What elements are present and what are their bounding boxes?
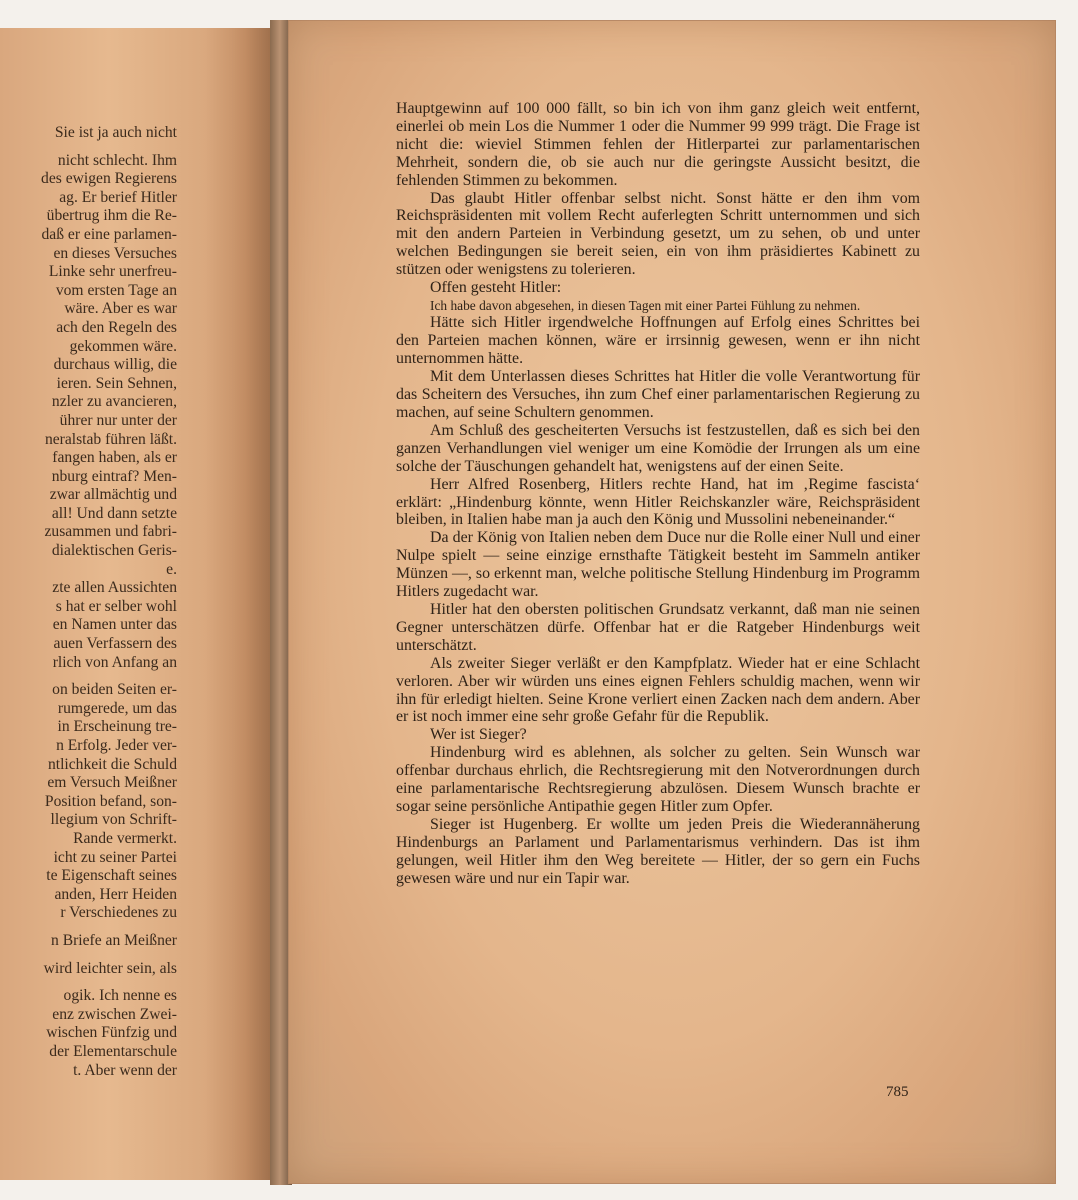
paragraph: Hauptgewinn auf 100 000 fällt, so bin ich von ihm ganz gleich weit entfernt, einerlei ob mein Los die Nummer 1 oder die Nummer 99 999 trägt. Die Frage ist nicht die: wieviel Stimmen fehlen der Hitlerpartei zur parlamentarischen Mehrheit, sondern die, ob sie auch nur die geringste Aussicht besitzt, die fehlenden Stimmen zu bekommen. bbox=[396, 100, 920, 189]
right-page bbox=[288, 20, 1056, 1184]
page-stain bbox=[205, 28, 272, 1180]
line-gap bbox=[0, 672, 177, 681]
line-gap bbox=[0, 951, 177, 960]
paragraph: Das glaubt Hitler offenbar selbst nicht. Sonst hätte er den ihm vom Reichspräsidenten mit vollem Recht auferlegten Schritt unternommen und sich mit den andern Parteien in Verbindung gesetzt, um zu sehen, ob und unter welchen Bedingungen sie bereit seien, ein von ihm präsidiertes Kabinett zu stützen oder wenigstens zu tolerieren. bbox=[396, 189, 920, 279]
left-page-line: neralstab führen läßt. bbox=[44, 430, 177, 448]
page-number: 785 bbox=[886, 1084, 909, 1100]
left-page-line: enz zwischen Zwei- bbox=[52, 1005, 177, 1023]
left-page-line: vom ersten Tage an bbox=[55, 281, 177, 299]
left-page-line: durchaus willig, die bbox=[53, 356, 177, 374]
left-page-line: ührer nur unter der bbox=[59, 411, 177, 429]
paragraph: Da der König von Italien neben dem Duce nur die Rolle einer Null und einer Nulpe spielt — seine einzige ernsthafte Tätigkeit besteht im Sammeln antiker Münzen —, so erkennt man, welche politische Stellung Hindenburg im Programm Hitlers zugedacht war. bbox=[396, 529, 921, 601]
left-page bbox=[0, 28, 272, 1180]
left-page-line: rlich von Anfang an bbox=[52, 653, 177, 671]
left-page-line: zusammen und fabri- bbox=[44, 523, 177, 541]
left-page-line: anden, Herr Heiden bbox=[54, 885, 177, 903]
paragraph: Als zweiter Sieger verläßt er den Kampfplatz. Wieder hat er eine Schlacht verloren. Aber wir würden uns eines eignen Fehlers schuldig machen, wenn wir ihn für erledigt hielten. Seine Krone verliert einen Zacken nach dem andern. Aber er ist noch immer eine sehr große Gefahr für die Republik. bbox=[396, 654, 920, 726]
paragraph: Wer ist Sieger? bbox=[430, 726, 527, 744]
left-page-line: übertrug ihm die Re- bbox=[46, 207, 177, 225]
left-page-line: auen Verfassern des bbox=[53, 635, 177, 653]
left-page-line: wird leichter sein, als bbox=[43, 959, 177, 977]
body-text bbox=[396, 100, 920, 887]
paragraph: Hätte sich Hitler irgendwelche Hoffnungen auf Erfolg eines Schrittes bei den Parteien machen können, wäre er irrsinnig gewesen, wenn er ihn nicht unternommen hätte. bbox=[396, 314, 920, 368]
left-page-line: Linke sehr unerfreu- bbox=[48, 263, 177, 281]
left-page-line: in Erscheinung tre- bbox=[57, 718, 177, 736]
left-page-line: ieren. Sein Sehnen, bbox=[56, 374, 177, 392]
left-page-line: ach den Regeln des bbox=[56, 318, 177, 336]
left-page-line: ogik. Ich nenne es bbox=[63, 987, 177, 1005]
paragraph: Hindenburg wird es ablehnen, als solcher zu gelten. Sein Wunsch war offenbar durchaus ehrlich, die Rechtsregierung mit den Notverordnungen durch eine parlamentarische Rechtsregierung abzulösen. Diesem Wunsch brachte er sogar seine persönliche Antipathie gegen Hitler zum Opfer. bbox=[396, 744, 920, 815]
left-page-line: zte allen Aussichten bbox=[52, 579, 177, 597]
paragraph: Offen gesteht Hitler: bbox=[430, 279, 562, 297]
left-page-line: daß er eine parlamen- bbox=[41, 225, 177, 243]
left-page-line: nicht schlecht. Ihm bbox=[57, 151, 177, 169]
left-page-line: em Versuch Meißner bbox=[47, 774, 177, 792]
left-page-line: n Erfolg. Jeder ver- bbox=[56, 737, 177, 754]
left-page-line: Sie ist ja auch nicht bbox=[54, 124, 177, 141]
left-page-line: dialektischen Geris- bbox=[51, 542, 177, 560]
left-page-line: n Briefe an Meißner bbox=[51, 931, 177, 949]
paragraph: Sieger ist Hugenberg. Er wollte um jeden Preis die Wiederannäherung Hindenburgs an Parlament und Parlamentarismus verhindern. Das ist ihm gelungen, weil Hitler ihm den Weg bereitete — Hitler, der so gern ein Fuchs gewesen wäre und nur ein Tapir war. bbox=[396, 815, 920, 887]
left-page-line: en dieses Versuches bbox=[53, 244, 177, 262]
paragraph: Mit dem Unterlassen dieses Schrittes hat Hitler die volle Verantwortung für das Scheitern des Versuches, ihn zum Chef einer parlamentarischen Regierung zu machen, auf seine Schultern genommen. bbox=[396, 368, 920, 421]
line-gap bbox=[0, 923, 177, 932]
left-page-line: rumgerede, um das bbox=[57, 699, 177, 717]
left-page-line: e. bbox=[166, 560, 177, 578]
left-page-text bbox=[0, 124, 177, 1080]
left-page-line: ntlichkeit die Schuld bbox=[47, 755, 177, 773]
left-page-line: t. Aber wenn der bbox=[73, 1061, 177, 1079]
quotation: Ich habe davon abgesehen, in diesen Tagen mit einer Partei Fühlung zu nehmen. bbox=[430, 297, 861, 313]
left-page-line: ag. Er berief Hitler bbox=[59, 188, 177, 206]
left-page-line: wäre. Aber es war bbox=[64, 300, 177, 318]
paragraph: Hitler hat den obersten politischen Grundsatz verkannt, daß man nie seinen Gegner unterschätzen dürfe. Offenbar hat er die Ratgeber Hindenburgs weit unterschätzt. bbox=[396, 600, 920, 654]
left-page-line: nzler zu avancieren, bbox=[51, 393, 177, 411]
left-page-line: s hat er selber wohl bbox=[55, 597, 177, 615]
left-page-line: icht zu seiner Partei bbox=[53, 848, 177, 866]
left-page-line: fangen haben, als er bbox=[52, 449, 177, 467]
line-gap bbox=[0, 143, 177, 152]
left-page-line: llegium von Schrift- bbox=[50, 811, 177, 829]
left-page-line: te Eigenschaft seines bbox=[46, 867, 177, 885]
left-page-line: r Verschiedenes zu bbox=[60, 904, 177, 922]
left-page-line: Position befand, son- bbox=[44, 792, 177, 810]
left-page-line: Rande vermerkt. bbox=[73, 829, 177, 847]
left-page-line: zwar allmächtig und bbox=[49, 486, 177, 504]
paragraph: Am Schluß des gescheiterten Versuchs ist festzustellen, daß es sich bei den ganzen Verhandlungen viel weniger um eine Komödie der Irrungen als um eine solche der Täuschungen gehandelt hat, wenigstens auf der einen Seite. bbox=[396, 421, 920, 475]
left-page-line: nburg eintraf? Men- bbox=[51, 467, 177, 485]
left-page-line: wischen Fünfzig und bbox=[46, 1024, 177, 1042]
line-gap bbox=[0, 978, 177, 987]
left-page-line: on beiden Seiten er- bbox=[52, 681, 177, 699]
left-page-line: all! Und dann setzte bbox=[51, 504, 177, 522]
left-page-line: der Elementarschule bbox=[49, 1042, 177, 1060]
left-page-line: en Namen unter das bbox=[52, 616, 177, 634]
left-page-line: des ewigen Regierens bbox=[41, 170, 177, 188]
left-page-line: gekommen wäre. bbox=[69, 337, 177, 355]
paragraph: Herr Alfred Rosenberg, Hitlers rechte Hand, hat im ‚Regime fascista‘ erklärt: „Hindenburg könnte, wenn Hitler Reichskanzler wäre, Reichspräsident bleiben, in Italien habe man ja auch den König und Mussolini nebeneinander.“ bbox=[396, 475, 920, 529]
